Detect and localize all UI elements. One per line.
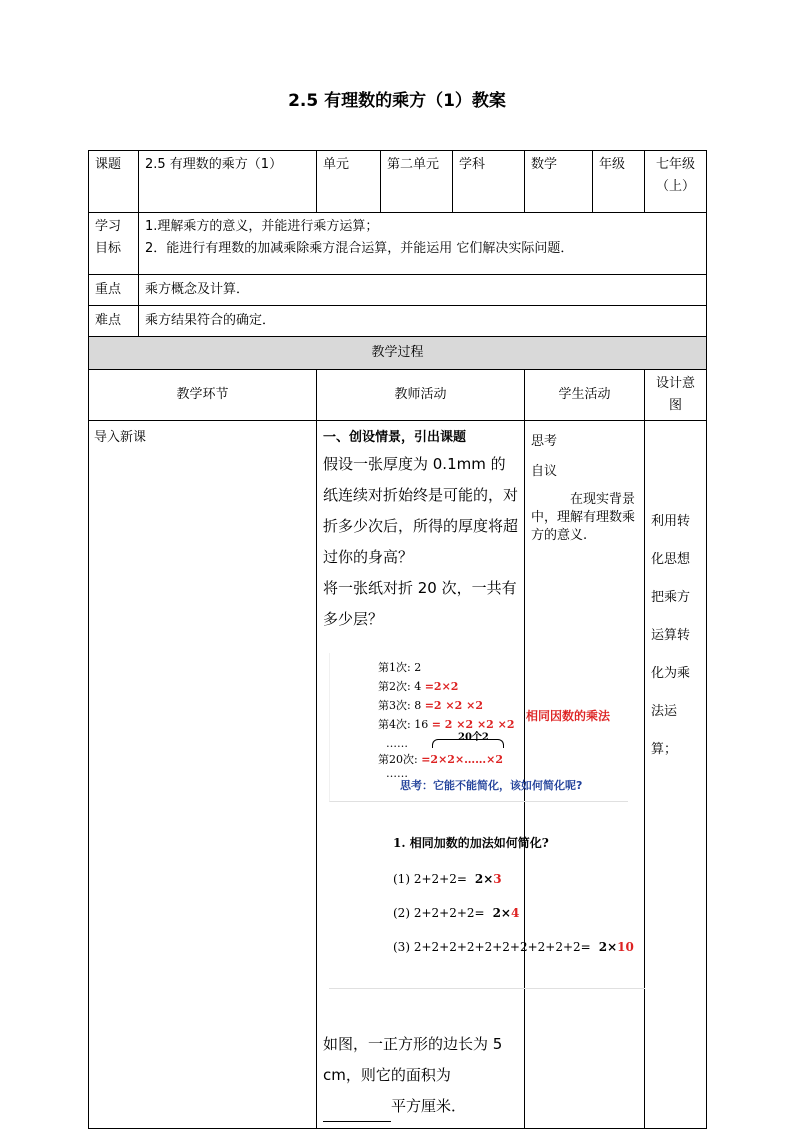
page-title: 2.5 有理数的乘方（1）教案 [288, 91, 506, 111]
process-section-row [89, 337, 707, 370]
grade-value: 七年级（上） [645, 151, 707, 213]
col-student: 学生活动 [525, 370, 645, 421]
think-question: 思考：它能不能简化，该如何简化呢? [400, 779, 583, 792]
course-value: 2.5 有理数的乘方（1） [139, 151, 317, 213]
teacher-paragraph: 将一张纸对折 20 次，一共有多少层？ [323, 579, 517, 628]
subject-value: 数学 [525, 151, 593, 213]
addition-image [329, 828, 645, 989]
difficulty-row [89, 306, 707, 337]
unit-value: 第二单元 [381, 151, 453, 213]
teacher-paragraph: 如图，一正方形的边长为 5 cm，则它的面积为 [323, 1035, 503, 1084]
fold-line: …… [386, 737, 408, 750]
process-section-title: 教学过程 [89, 337, 707, 370]
fold-line: 第2次: 4 =2×2 [378, 680, 459, 693]
answer-line: 平方厘米． [323, 1091, 518, 1122]
header-row [89, 151, 707, 213]
key-point-row [89, 275, 707, 306]
subject-label: 学科 [453, 151, 525, 213]
student-think: 思考 [531, 434, 558, 449]
red-label: 相同因数的乘法 [526, 709, 611, 723]
teacher-heading: 一、创设情景，引出课题 [323, 430, 467, 445]
goals-row [89, 213, 707, 275]
col-teacher: 教师活动 [317, 370, 525, 421]
student-meaning: 在现实背景中，理解有理数乘方的意义. [531, 492, 636, 543]
goal-item: 2．能进行有理数的加减乘除乘方混合运算，并能运用 它们解决实际问题． [145, 241, 574, 256]
goal-item: 1.理解乘方的意义，并能进行乘方运算； [145, 219, 379, 234]
student-discuss: 自议 [531, 464, 558, 479]
goals-content [139, 213, 707, 275]
addition-heading: 1. 相同加数的加法如何简化? [393, 836, 549, 850]
stage-cell: 导入新课 [89, 421, 317, 1129]
course-label: 课题 [89, 151, 139, 213]
fold-line: 第4次: 16 = 2 ×2 ×2 ×2 [378, 718, 515, 731]
difficulty-label: 难点 [89, 306, 139, 337]
fold-line: 第3次: 8 =2 ×2 ×2 [378, 699, 483, 712]
lesson-plan-table [88, 150, 707, 1129]
difficulty-value: 乘方结果符合的确定． [139, 306, 707, 337]
brace-mark [432, 739, 504, 748]
key-point-value: 乘方概念及计算． [139, 275, 707, 306]
col-intent: 设计意图 [645, 370, 707, 421]
fold-line: …… [386, 767, 408, 780]
answer-blank[interactable] [323, 1105, 391, 1122]
col-stage: 教学环节 [89, 370, 317, 421]
addition-item: (2) 2+2+2+2= 2×4 [393, 906, 520, 920]
brace-label: 20个2 [458, 732, 489, 743]
goals-label: 学习目标 [89, 213, 139, 275]
grade-label: 年级 [593, 151, 645, 213]
intent-cell: 利用转化思想把乘方运算转化为乘法运算； [645, 421, 707, 1129]
process-row [89, 421, 707, 1129]
process-header-row [89, 370, 707, 421]
addition-item: (3) 2+2+2+2+2+2+2+2+2+2= 2×10 [393, 940, 634, 954]
unit-label: 单元 [317, 151, 381, 213]
key-point-label: 重点 [89, 275, 139, 306]
teacher-paragraph: 假设一张厚度为 0.1mm 的纸连续对折始终是可能的，对折多少次后，所得的厚度将超过你的身高？ [323, 455, 519, 566]
addition-item: (1) 2+2+2= 2×3 [393, 872, 502, 886]
fold-line: 第1次: 2 [378, 661, 422, 674]
fold-image [329, 653, 628, 802]
fold-line: 第20次: =2×2×……×2 [378, 753, 504, 766]
